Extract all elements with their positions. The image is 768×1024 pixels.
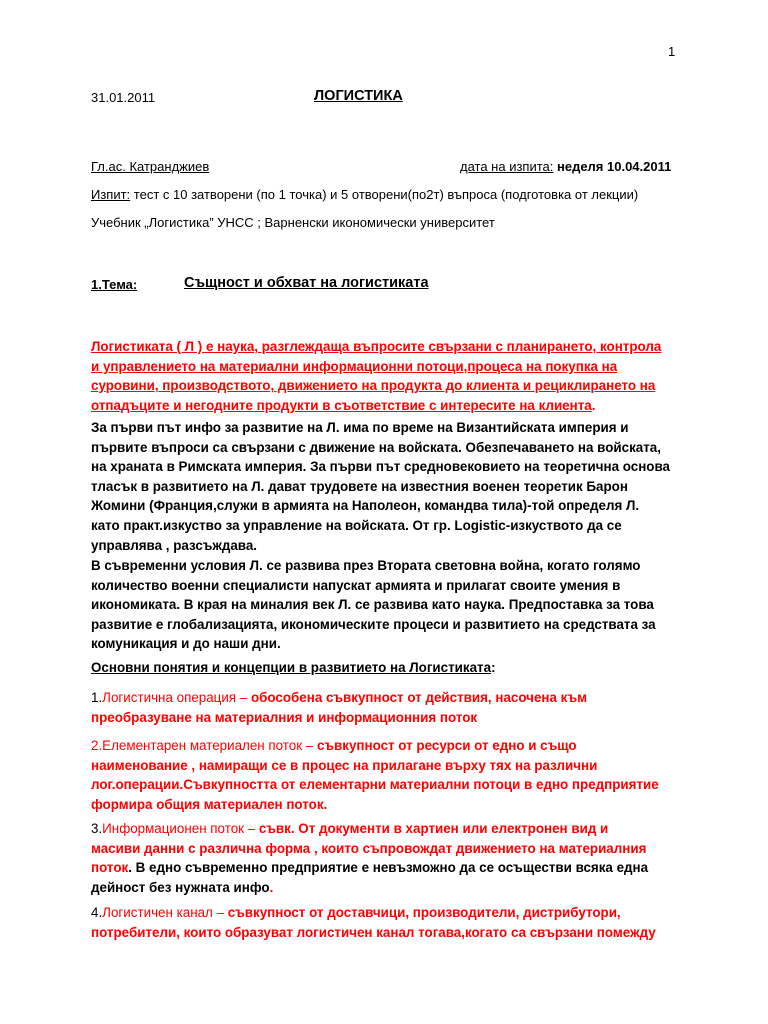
concepts-heading-end: : (491, 660, 496, 675)
modern-line: икономиката. В края на миналия век Л. се развива като наука. Предпоставка за това (91, 597, 654, 613)
concept-definition: потребители, които образуват логистичен канал тогава,когато са свързани помежду (91, 924, 656, 940)
lecturer-name: Гл.ас. Катранджиев (91, 159, 210, 174)
concept-term: Елементарен материален поток – (102, 738, 317, 753)
history-line: тласък в развитието на Л. дават трудовете на известния военен теоретик Барон (91, 478, 628, 494)
concept-definition: лог.операции.Съвкупността от елементарни материални потоци в едно предприятие (91, 777, 659, 793)
topic-label: 1.Тема: (91, 277, 138, 292)
topic-title: Същност и обхват на логистиката (184, 275, 429, 291)
concept-term: Логистична операция – (102, 690, 251, 705)
concept-definition: дейност без нужната инфо (91, 879, 270, 895)
concept-number: 4. (91, 905, 103, 920)
exam-description (91, 187, 638, 202)
page-number: 1 (668, 44, 676, 59)
concept-definition: съвк. От документи в хартиен или електронен вид и (258, 821, 609, 836)
concept-definition-end: . (269, 879, 274, 895)
concept-number: 3. (91, 821, 103, 836)
document-date: 31.01.2011 (91, 90, 156, 105)
concept-number: 2. (91, 738, 103, 753)
concept-definition: съвкупност от доставчици, производители, дистрибутори, (227, 905, 621, 920)
history-line: като практ.изкуство за управление на войската. От гр. Logistic-изкуството да се (91, 517, 622, 533)
concept-item-4 (91, 903, 691, 942)
concept-definition: съвкупност от ресурси от едно и също (316, 738, 577, 753)
exam-date (460, 159, 671, 174)
concept-term: Информационен поток – (102, 821, 259, 836)
definition-end: . (591, 397, 596, 413)
definition-line: отпадъците и негодните продукти в съответствие с интересите на клиента (91, 397, 592, 413)
exam-date-value: неделя 10.04.2011 (553, 159, 672, 174)
definition-line: и управлението на материални информационни потоци,процеса на покупка на (91, 358, 618, 374)
modern-line: В съвременни условия Л. се развива през Втората световна война, когато голямо (91, 558, 641, 573)
modern-line: комуникация и до наши дни. (91, 636, 281, 652)
concept-definition: масиви данни с различна форма , които съпровождат движението на материалния (91, 840, 647, 856)
concept-definition: формира общия материален поток. (91, 796, 328, 812)
concept-item-1 (91, 688, 691, 727)
history-paragraph (91, 418, 691, 555)
concept-item-2 (91, 736, 691, 814)
definition-line: Логистиката ( Л ) е наука, разглеждаща въпросите свързани с планирането, контрола (91, 339, 662, 354)
history-line: на храната в Римската империя. За първи път средновековието на теоретична основа (91, 459, 670, 475)
concept-definition: преобразуване на материалния и информационния поток (91, 709, 478, 725)
document-title: ЛОГИСТИКА (314, 88, 403, 104)
history-line: Жомини (Франция,служи в армията на Наполеон, командва тила)-той определя Л. (91, 498, 640, 514)
concept-definition: наименование , намиращи се в процес на прилагане върху тях на различни (91, 757, 598, 773)
history-line: първите въпроси са свързани с движение на войската. Обезпечаването на войската, (91, 439, 661, 455)
history-line: За първи път инфо за развитие на Л. има по време на Византийската империя и (91, 420, 629, 435)
concept-definition: . В едно съвременно предприятие е невъзможно да се осъществи всяка една (128, 860, 649, 876)
textbook-reference: Учебник „Логистика” УНСС ; Варненски икономически университет (91, 215, 495, 230)
definition-line: суровини, производството, движението на продукта до клиента и рециклирането на (91, 378, 656, 394)
concepts-heading (91, 658, 691, 678)
history-line: управлява , разсъждава. (91, 537, 258, 553)
concept-definition: обособена съвкупност от действия, насочена към (250, 690, 588, 705)
concept-number: 1. (91, 690, 103, 705)
concepts-heading-text: Основни понятия и концепции в развитието на Логистиката (91, 660, 492, 675)
modern-line: количество военни специалисти напускат армията и прилагат своите умения в (91, 577, 621, 593)
concept-item-3 (91, 819, 691, 897)
modern-line: развитие е глобализацията, икономическите процеси и развитието на средствата за (91, 616, 656, 632)
concept-definition: поток (91, 860, 129, 876)
definition-paragraph (91, 337, 691, 415)
concept-term: Логистичен канал – (102, 905, 228, 920)
modern-paragraph (91, 556, 691, 654)
exam-text: тест с 10 затворени (по 1 точка) и 5 отворени(по2т) въпроса (подготовка от лекции) (130, 187, 639, 202)
exam-label: Изпит: (91, 187, 131, 202)
exam-date-label: дата на изпита: (460, 159, 554, 174)
